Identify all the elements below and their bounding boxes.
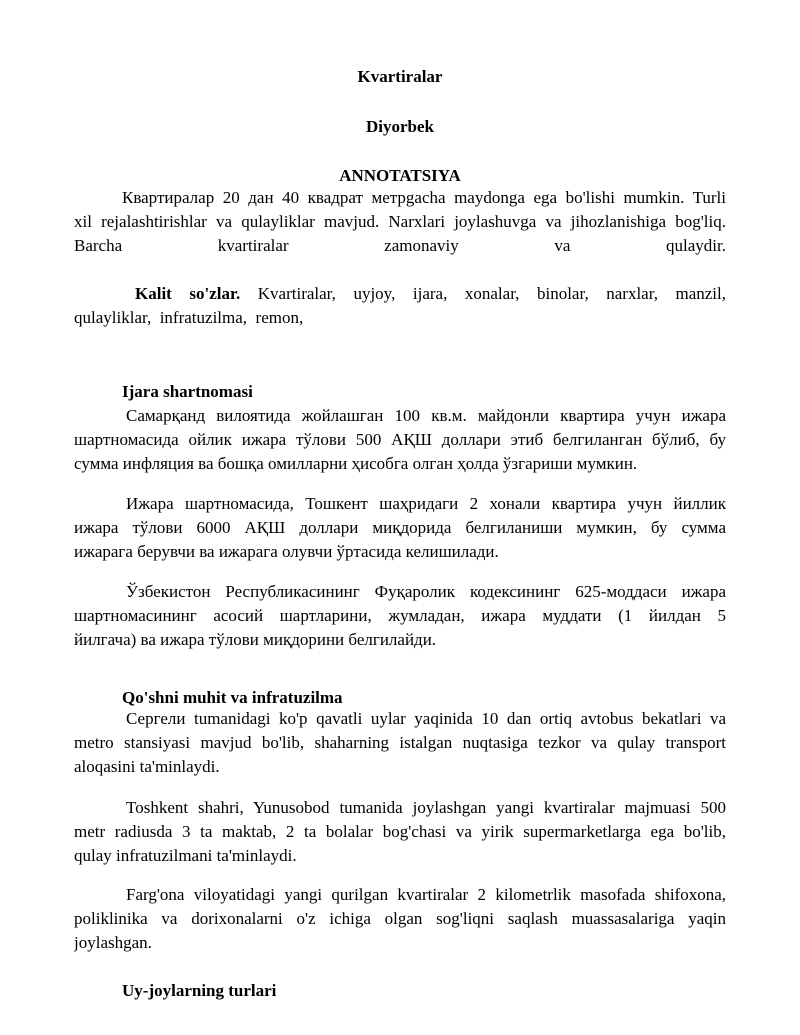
author-name: Diyorbek — [366, 117, 434, 136]
body-paragraph — [74, 404, 726, 476]
paragraph-line: Самарқанд вилоятида жойлашган 100 кв.м. майдонли квартира учун ижара — [126, 406, 726, 425]
paragraph-line: metro stansiyasi mavjud bo'lib, shaharning istalgan nuqtasiga tezkor va qulay transport — [74, 733, 726, 752]
body-paragraph — [74, 796, 726, 868]
keywords-label: Kalit so'zlar. — [135, 284, 241, 303]
section-heading: Qo'shni muhit va infratuzilma — [122, 688, 343, 707]
paragraph-line: xil rejalashtirishlar va qulayliklar mavjud. Narxlari joylashuvga va jihozlanishiga bog'liq. — [74, 212, 726, 231]
section-heading: Ijara shartnomasi — [122, 382, 253, 401]
paragraph-line: ижарага берувчи ва ижарага олувчи ўртасида келишилади. — [74, 542, 499, 561]
paragraph-line: poliklinika va dorixonalarni o'z ichiga olgan sog'liqni saqlash muassasalariga yaqin — [74, 909, 726, 928]
paragraph-line: йилгача) ва ижара тўлови миқдорини белгилайди. — [74, 630, 437, 649]
keywords-line: qulayliklar, infratuzilma, remon, — [74, 308, 304, 327]
paragraph-line: Toshkent shahri, Yunusobod tumanida joylashgan yangi kvartiralar majmuasi 500 — [126, 798, 726, 817]
paragraph-line: сумма инфляция ва бошқа омилларни ҳисобга олган ҳолда ўзгариши мумкин. — [74, 454, 638, 473]
paragraph-line: aloqasini ta'minlaydi. — [74, 757, 220, 776]
body-paragraph — [74, 707, 726, 779]
paragraph-line: ижара тўлови 6000 АҚШ доллари миқдорида белгиланиши мумкин, бу сумма — [74, 518, 726, 537]
paragraph-line: Farg'ona viloyatidagi yangi qurilgan kvartiralar 2 kilometrlik masofada shifoxona, — [126, 885, 726, 904]
section-heading: Uy-joylarning turlari — [122, 981, 277, 1000]
paragraph-line: metr radiusda 3 ta maktab, 2 ta bolalar bog'chasi va yirik supermarketlarga ega bo'lib, — [74, 822, 726, 841]
paragraph-line: Квартиралар 20 дан 40 квадрат метрgacha maydonga ega bo'lishi mumkin. Turli — [122, 188, 726, 207]
keywords-paragraph — [74, 282, 726, 330]
body-paragraph — [74, 883, 726, 955]
keywords-list: Kvartiralar, uyjoy, ijara, xonalar, binolar, narxlar, manzil, — [257, 284, 726, 303]
paragraph-line: joylashgan. — [74, 933, 152, 952]
body-paragraph — [74, 580, 726, 652]
body-paragraph — [74, 492, 726, 564]
annotation-heading: ANNOTATSIYA — [339, 166, 461, 185]
paragraph-line: шартномасида ойлик ижара тўлови 500 АҚШ доллари этиб белгиланган бўлиб, бу — [74, 430, 726, 449]
document-title: Kvartiralar — [357, 67, 443, 86]
document-page — [74, 0, 726, 1035]
annotation-paragraph — [74, 186, 726, 258]
paragraph-line: Сергели tumanidagi ko'p qavatli uylar yaqinida 10 dan ortiq avtobus bekatlari va — [126, 709, 726, 728]
paragraph-line: Ижара шартномасида, Тошкент шаҳридаги 2 хонали квартира учун йиллик — [126, 494, 726, 513]
paragraph-line: Ўзбекистон Республикасининг Фуқаролик кодексининг 625-моддаси ижара — [126, 582, 726, 601]
paragraph-line: шартномасининг асосий шартларини, жумладан, ижара муддати (1 йилдан 5 — [74, 606, 726, 625]
paragraph-line: Barcha kvartiralar zamonaviy va qulaydir. — [74, 236, 726, 255]
keywords-line — [74, 282, 726, 306]
paragraph-line: qulay infratuzilmani ta'minlaydi. — [74, 846, 297, 865]
